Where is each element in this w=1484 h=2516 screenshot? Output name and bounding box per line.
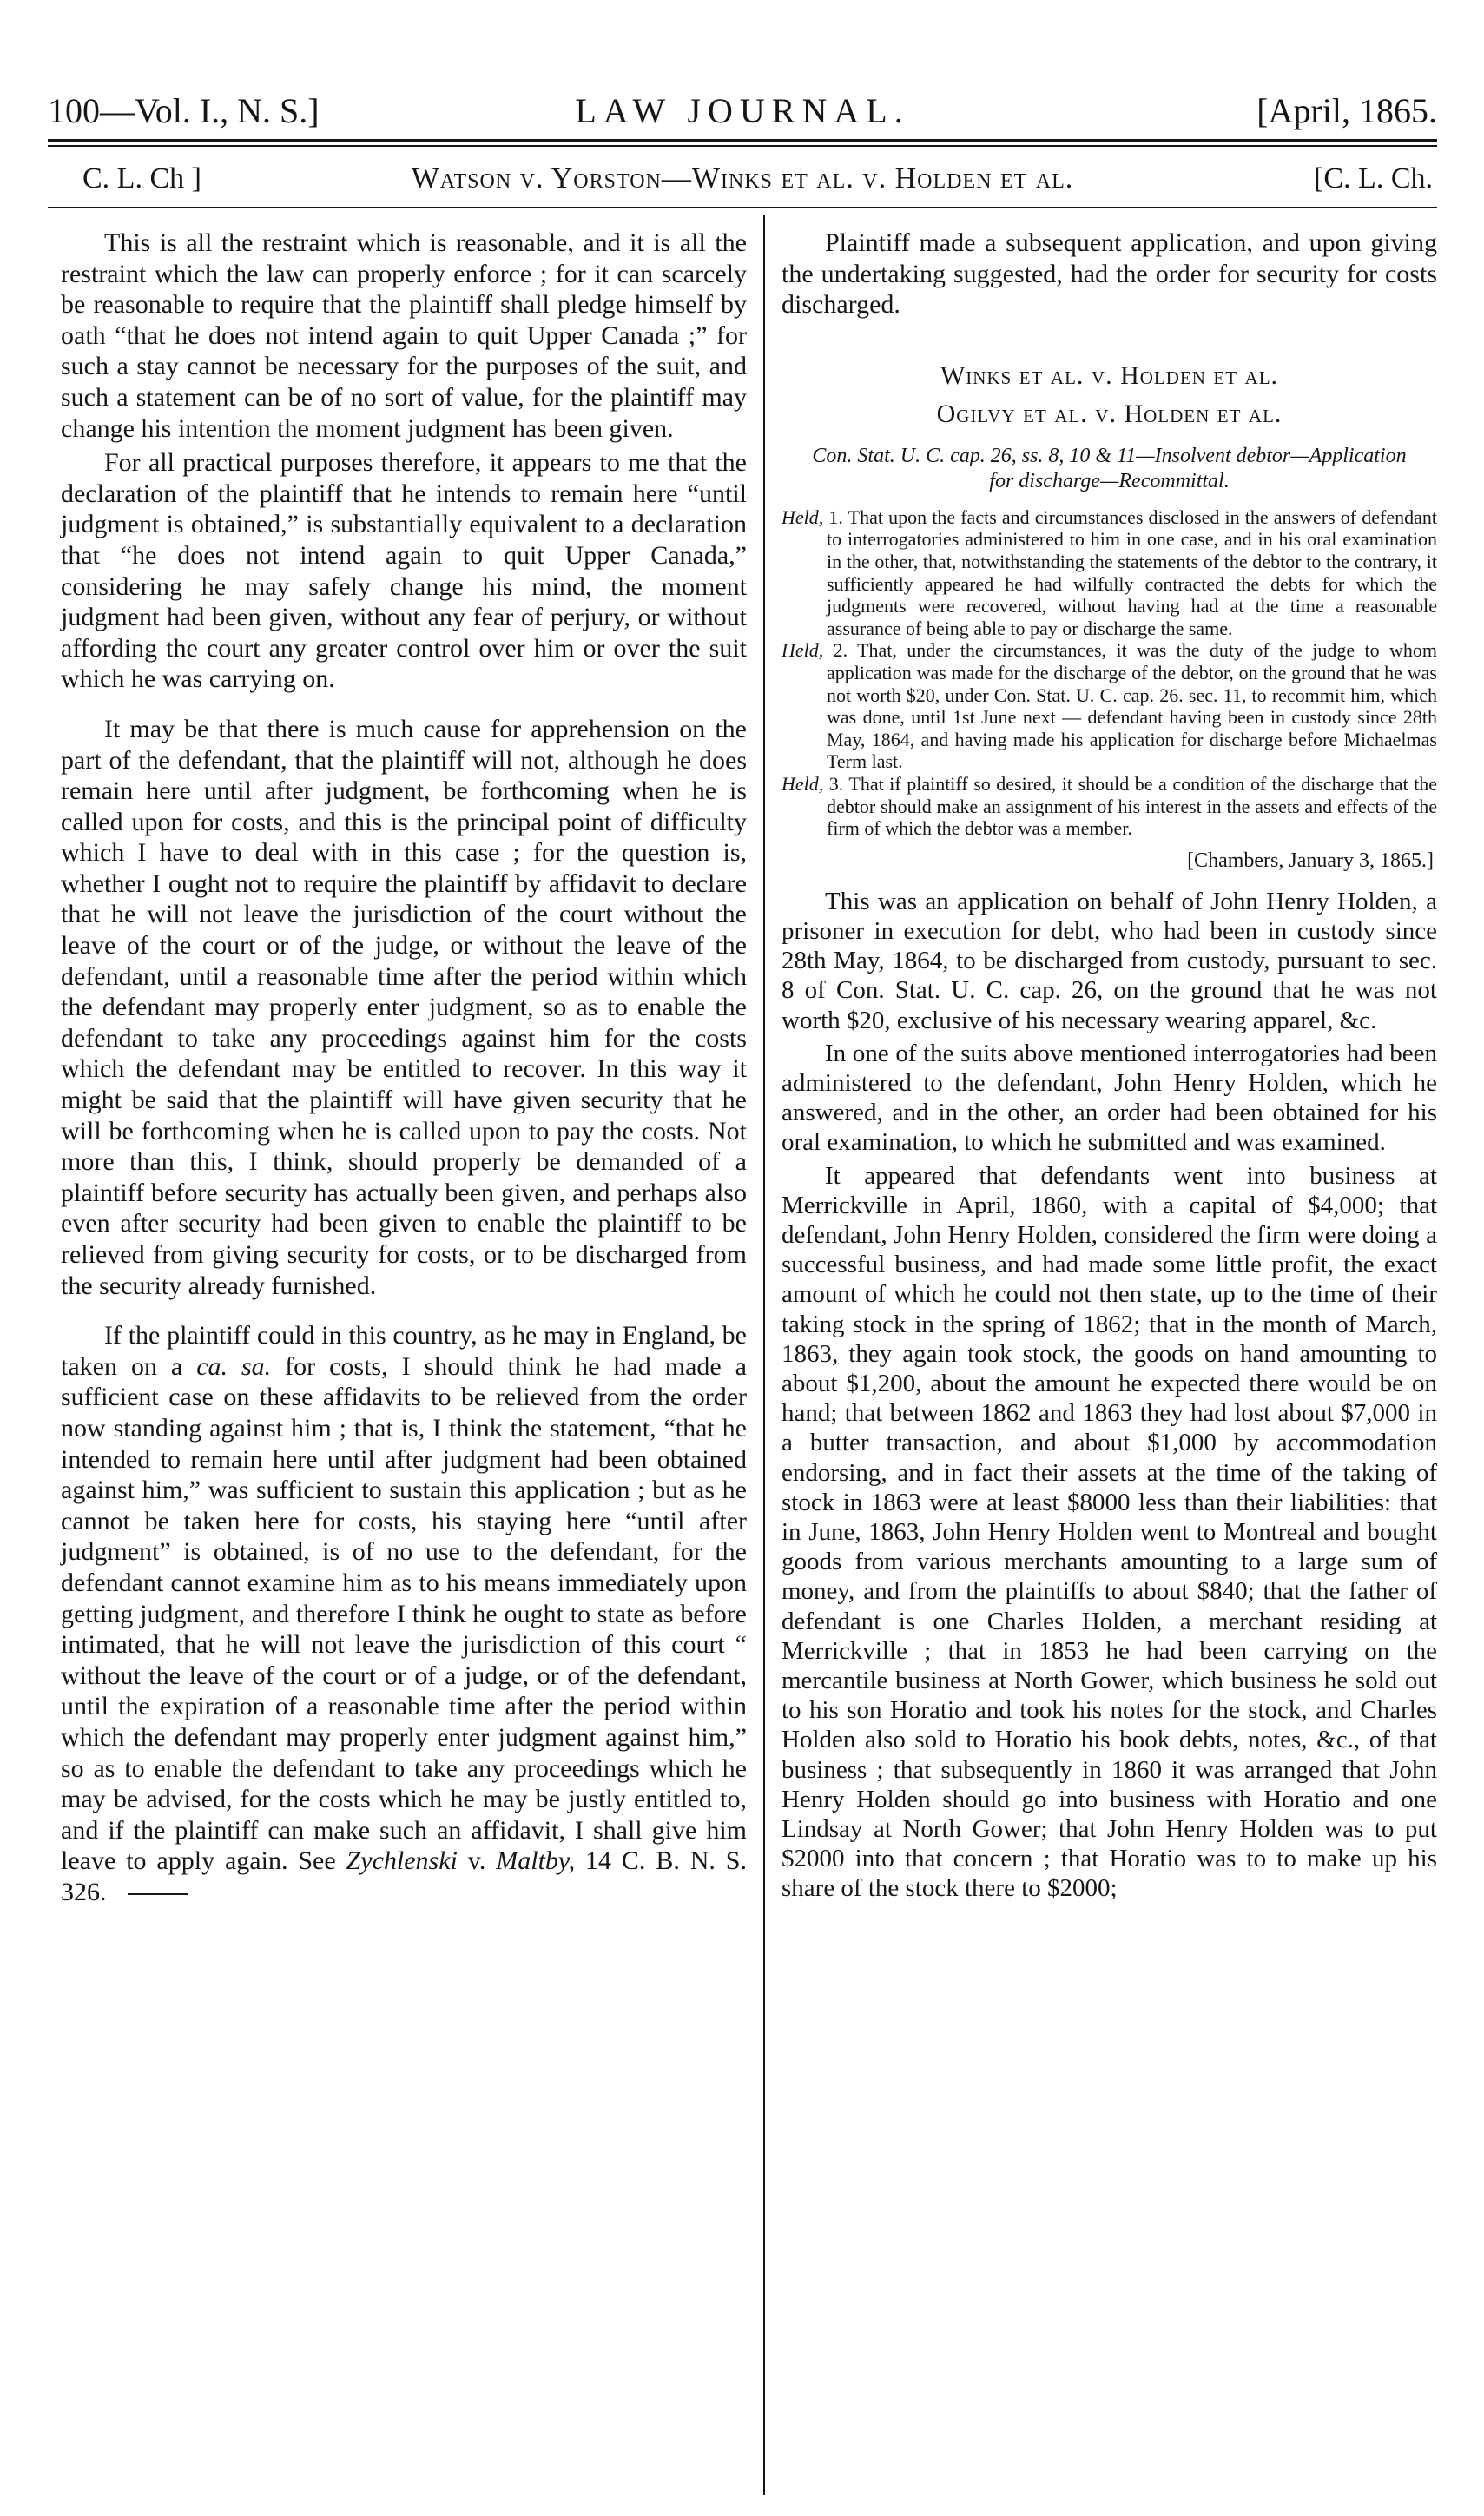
journal-title: LAW JOURNAL. (575, 91, 910, 130)
held-text: 1. That upon the facts and circumstances disclosed in the answers of defendant to interrogatories administered to him in one case, and in his oral examination in the other, that, notwithstanding the statements of the debtor to the contrary, it sufficiently appeared he had wilfully contracted the debts for which the judgments were recovered, without having had at the time a reasonable assurance of being able to pay or discharge the same. (823, 505, 1437, 639)
subheader-rule (48, 207, 1437, 208)
text-run: 14 C. B. N. S. 326. (61, 1846, 747, 1906)
paragraph: Plaintiff made a subsequent application, and upon giving the undertaking suggested, had the order for security for costs discharged. (782, 228, 1437, 320)
headnote-held (782, 506, 1437, 640)
chambers-date: [Chambers, January 3, 1865.] (1187, 849, 1434, 872)
right-column (782, 228, 1437, 1904)
case-title: Winks et al. v. Holden et al. (940, 360, 1279, 390)
statute-citation: Con. Stat. U. C. cap. 26, ss. 8, 10 & 11—Insolvent debtor—Application for discharge—Recommittal. (812, 444, 1407, 492)
case-names: Watson v. Yorston—Winks et al. v. Holden et al. (411, 162, 1074, 195)
held-text: 3. That if plaintiff so desired, it should be a condition of the discharge that the debtor should make an assignment of his interest in the assets and effects of the firm of which the debtor was a member. (823, 772, 1437, 840)
held-label: Held, (782, 772, 824, 795)
judgment-body (782, 887, 1437, 1904)
text-run: v. (457, 1846, 497, 1876)
case-party: Maltby, (496, 1846, 576, 1876)
held-text: 2. That, under the circumstances, it was the duty of the judge to whom application was made for the discharge of the debtor, on the ground that he was not worth $20, under Con. Stat. U. C. cap. 26. sec. 11, to recommit him, which was done, until 1st June next — defendant having been in custody since 28th May, 1864, and having made his application for discharge before Michaelmas Term last. (823, 639, 1437, 773)
case-running-header (48, 155, 1437, 203)
end-rule (128, 1893, 188, 1895)
issue-date: [April, 1865. (1256, 91, 1437, 130)
paragraph: For all practical purposes therefore, it appears to me that the declaration of the plaintiff that he intends to remain here “until judgment is obtained,” is substantially equivalent to a declaration that “he does not intend again to quit Upper Canada,” considering he may safely change his mind, the moment judgment had been given, without any fear of perjury, or without affording the court any greater control over him or over the suit which he was carrying on. (61, 448, 747, 694)
headnote-held (782, 773, 1437, 840)
running-header (48, 87, 1437, 135)
text-run: for costs, I should think he had made a sufficient case on these affidavits to be relieved from the order now standing against him ; that is, I think the statement, “that he intended to remain here until after judgment had been obtained against him,” was sufficient to sustain this application ; but as he cannot be taken here for costs, his staying here “until after judgment” is obtained, is of no use to the defendant, for the defendant cannot examine him as to his means immediately upon getting judgment, and therefore I think he ought to state as before intimated, that he will not leave the jurisdiction of this court “ without the leave of the court or of a judge, or of the defendant, until the expiration of a reasonable time after the period within which the defendant may properly enter judgment against him,” so as to enable the defendant to take any proceedings which he may be advised, for the costs which he may be justly entitled to, and if the plaintiff can make such an affidavit, I shall give him leave to apply again. See (61, 1351, 747, 1876)
paragraph (61, 1320, 747, 1907)
writ-term: ca. sa. (196, 1351, 272, 1381)
held-label: Held, (782, 505, 824, 528)
paragraph: This was an application on behalf of John Henry Holden, a prisoner in execution for debt, who had been in custody since 28th May, 1864, to be discharged from custody, pursuant to sec. 8 of Con. Stat. U. C. cap. 26, on the ground that he was not worth $20, exclusive of his necessary wearing apparel, &c. (782, 887, 1437, 1034)
headnote-held (782, 639, 1437, 773)
header-rule-thin (48, 145, 1437, 147)
case-title: Ogilvy et al. v. Holden et al. (936, 399, 1283, 428)
paragraph: In one of the suits above mentioned interrogatories had been administered to the defendant, John Henry Holden, which he answered, and in the other, an order had been obtained for his oral examination, to which he submitted and was examined. (782, 1039, 1437, 1157)
court-code-right: [C. L. Ch. (1314, 162, 1433, 195)
header-rule-thick (48, 139, 1437, 142)
text-run: If the plaintiff could in this country, as he may in England, be taken on a (61, 1321, 747, 1381)
column-divider (763, 215, 765, 2495)
case-party: Zychlenski (346, 1846, 458, 1876)
page-number-volume: 100—Vol. I., N. S.] (48, 91, 320, 130)
paragraph: It may be that there is much cause for apprehension on the part of the defendant, that the plaintiff will not, although he does remain here until after judgment, be forthcoming when he is called upon for costs, and this is the principal point of difficulty which I have to deal with in this case ; for the question is, whether I ought not to require the plaintiff by affidavit to declare that he will not leave the jurisdiction of the court without the leave of the court or of the judge, or without the leave of the defendant, until a reasonable time after the period within which the defendant may properly enter judgment, so as to enable the defendant to take any proceedings against him for the costs which the defendant may be entitled to recover. In this way it might be said that the plaintiff will have given security that he will be forthcoming when he is called upon to pay the costs. Not more than this, I think, should properly be demanded of a plaintiff before security has actually been given, and perhaps also even after security had been given to enable the plaintiff to be relieved from giving security for costs, or to be discharged from the security already furnished. (61, 714, 747, 1300)
held-label: Held, (782, 639, 824, 662)
court-code-left: C. L. Ch ] (82, 162, 201, 195)
paragraph: It appeared that defendants went into business at Merrickville in April, 1860, with a capital of $4,000; that defendant, John Henry Holden, considered the firm were doing a successful business, and had made some little profit, the exact amount of which he could not then state, up to the time of their taking stock in the spring of 1862; that in the month of March, 1863, they again took stock, the goods on hand amounting to about $1,200, about the amount he expected there would be on hand; that between 1862 and 1863 they had lost about $7,000 in a butter transaction, and about $1,000 by accommodation endorsing, and in fact their assets at the time of the taking of stock in 1863 were at least $8000 less than their liabilities: that in June, 1863, John Henry Holden went to Montreal and bought goods from various merchants amounting to a large sum of money, and from the plaintiffs to about $840; that the father of defendant is one Charles Holden, a merchant residing at Merrickville ; that in 1853 he had been carrying on the mercantile business at North Gower, which business he sold out to his son Horatio and took his notes for the stock, and Charles Holden also sold to Horatio his book debts, notes, &c., of that business ; that subsequently in 1860 it was arranged that John Henry Holden should go into business with Horatio and one Lindsay at North Gower; that John Henry Holden was to put $2000 into that concern ; that Horatio was to to make up his share of the stock there to $2000; (782, 1161, 1437, 1903)
paragraph: This is all the restraint which is reasonable, and it is all the restraint which the law can properly enforce ; for it can scarcely be reasonable to require that the plaintiff shall pledge himself by oath “that he does not intend again to quit Upper Canada ;” for such a stay cannot be necessary for the purposes of the suit, and such a statement can be of no sort of value, for the plaintiff may change his intention the moment judgment has been given. (61, 228, 747, 443)
left-column (61, 228, 747, 1907)
